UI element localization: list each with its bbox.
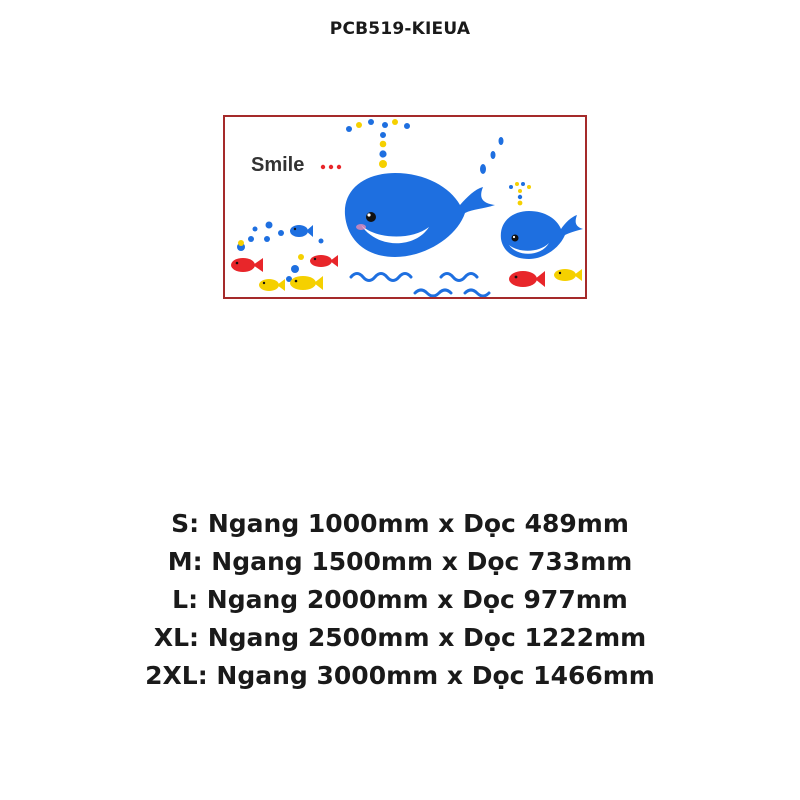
fish-red-icon (310, 255, 338, 267)
yellow-bubble-icon (298, 254, 304, 260)
big-whale-icon (345, 173, 495, 257)
fish-yellow-icon (290, 276, 323, 290)
water-spout-icon (346, 119, 410, 168)
waves-icon (351, 274, 489, 297)
yellow-bubble-icon (238, 240, 244, 246)
size-l: L: Ngang 2000mm x Dọc 977mm (172, 585, 628, 614)
size-m: M: Ngang 1500mm x Dọc 733mm (167, 547, 633, 576)
product-preview-image (223, 115, 587, 299)
hearts-icon (321, 165, 341, 169)
fish-yellow-icon (554, 269, 582, 281)
fish-red-icon (231, 258, 263, 272)
smile-text: Smile (251, 154, 305, 176)
fish-yellow-icon (259, 279, 285, 291)
size-s: S: Ngang 1000mm x Dọc 489mm (171, 509, 629, 538)
fish-blue-icon (290, 225, 313, 237)
product-code: PCB519-KIEUA (329, 19, 471, 39)
small-spout-icon (509, 182, 531, 205)
splash-drops-icon (480, 137, 504, 174)
size-2xl: 2XL: Ngang 3000mm x Dọc 1466mm (145, 661, 655, 690)
size-xl: XL: Ngang 2500mm x Dọc 1222mm (153, 623, 647, 652)
fish-red-icon (509, 271, 545, 287)
size-list (0, 505, 800, 695)
small-whale-icon (501, 211, 583, 259)
